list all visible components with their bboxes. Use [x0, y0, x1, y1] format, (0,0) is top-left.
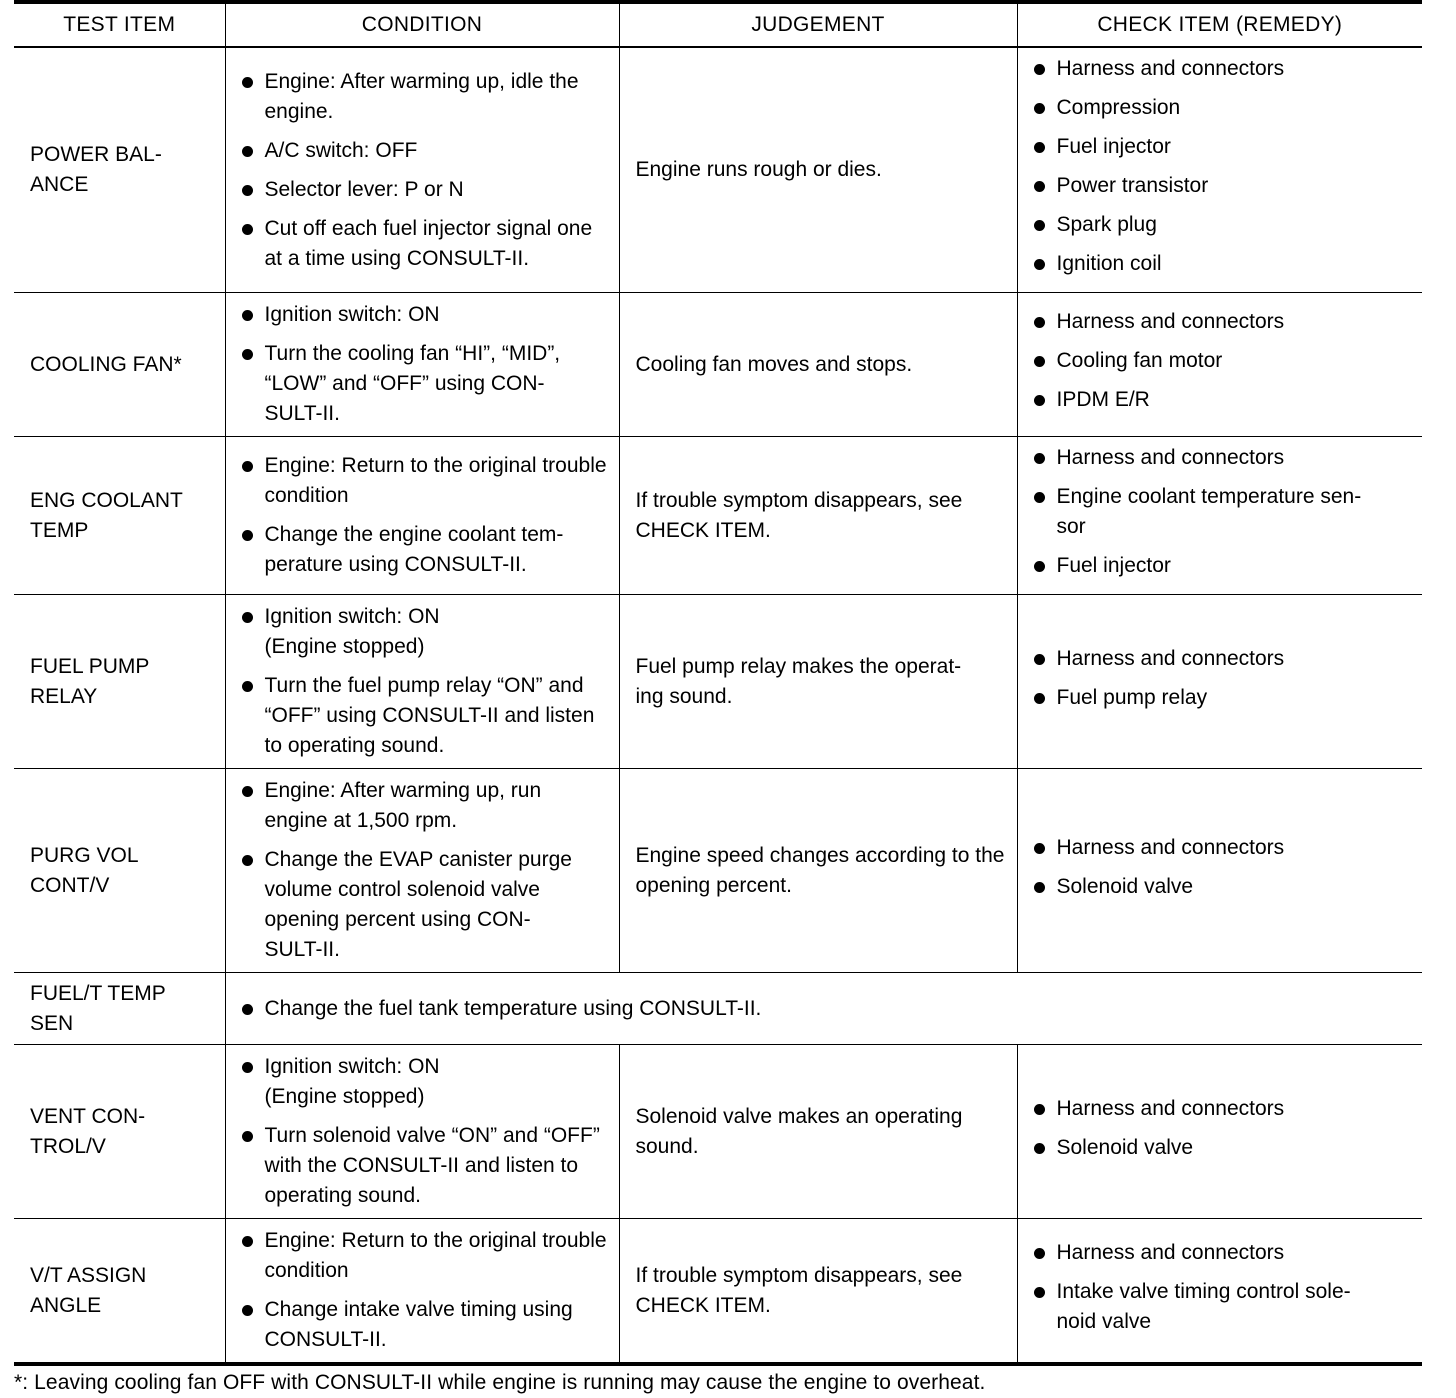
condition-item — [242, 67, 609, 127]
condition-text: Ignition switch: ON — [264, 303, 440, 326]
condition-text: Ignition switch: ON (Engine stopped) — [264, 605, 440, 658]
header-test-item: TEST ITEM — [14, 2, 225, 47]
bullet-icon — [1034, 259, 1045, 270]
bullet-icon — [1034, 561, 1045, 572]
check-text: Power transistor — [1056, 174, 1209, 197]
header-condition: CONDITION — [225, 2, 619, 47]
check-text: Engine coolant temperature sen- sor — [1056, 485, 1362, 538]
header-judgement: JUDGEMENT — [619, 2, 1017, 47]
test-item-cell: V/T ASSIGN ANGLE — [14, 1219, 225, 1365]
condition-list — [242, 67, 609, 274]
test-item-cell: FUEL/T TEMP SEN — [14, 973, 225, 1045]
condition-text: Cut off each fuel injector signal one at a time using CONSULT-II. — [264, 216, 593, 270]
condition-item — [242, 776, 609, 836]
condition-cell — [225, 47, 619, 293]
condition-item — [242, 1052, 609, 1112]
bullet-icon — [1034, 1143, 1045, 1154]
bullet-icon — [1034, 103, 1045, 114]
condition-text: Change the engine coolant tem- perature using CONSULT-II. — [264, 523, 564, 576]
bullet-icon — [1034, 1248, 1045, 1259]
check-item — [1034, 54, 1413, 84]
check-item — [1034, 482, 1413, 542]
header-check-item: CHECK ITEM (REMEDY) — [1017, 2, 1422, 47]
check-text: Fuel pump relay — [1056, 685, 1208, 709]
check-item — [1034, 385, 1413, 415]
table-row — [14, 769, 1422, 973]
bullet-icon — [242, 681, 253, 692]
check-text: Harness and connectors — [1056, 1240, 1285, 1264]
condition-text: Change intake valve timing using CONSULT-II. — [264, 1298, 573, 1351]
check-text: Intake valve timing control sole- noid valve — [1056, 1279, 1351, 1333]
header-row — [14, 2, 1422, 47]
bullet-icon — [1034, 181, 1045, 192]
condition-text: Engine: Return to the original trouble condition — [264, 454, 607, 507]
judgement-cell: Solenoid valve makes an operating sound. — [619, 1045, 1017, 1219]
condition-text: Turn the fuel pump relay “ON” and “OFF” using CONSULT-II and listen to operating sound. — [264, 674, 595, 757]
condition-item — [242, 671, 609, 761]
bullet-icon — [242, 855, 253, 866]
check-item — [1034, 93, 1413, 123]
check-text: Harness and connectors — [1056, 835, 1285, 859]
bullet-icon — [242, 77, 253, 88]
bullet-icon — [1034, 64, 1045, 75]
check-item — [1034, 872, 1413, 902]
check-text: Harness and connectors — [1056, 310, 1285, 333]
condition-list — [242, 602, 609, 761]
check-text: IPDM E/R — [1056, 388, 1150, 411]
bullet-icon — [242, 1236, 253, 1247]
bullet-icon — [1034, 1287, 1045, 1298]
check-item — [1034, 210, 1413, 240]
condition-list — [242, 451, 609, 580]
check-item — [1034, 1094, 1413, 1124]
table-row — [14, 1219, 1422, 1365]
check-list — [1034, 1094, 1413, 1163]
table-row — [14, 1045, 1422, 1219]
bullet-icon — [242, 224, 253, 235]
check-text: Solenoid valve — [1056, 1135, 1194, 1159]
judgement-cell: If trouble symptom disappears, see CHECK ITEM. — [619, 437, 1017, 595]
bullet-icon — [242, 185, 253, 196]
bullet-icon — [242, 530, 253, 541]
check-item — [1034, 1277, 1413, 1337]
condition-cell — [225, 1045, 619, 1219]
check-list — [1034, 1238, 1413, 1337]
bullet-icon — [242, 310, 253, 321]
check-text: Solenoid valve — [1056, 874, 1194, 898]
table-row — [14, 595, 1422, 769]
condition-item — [242, 994, 1413, 1024]
footnote: *: Leaving cooling fan OFF with CONSULT-II while engine is running may cause the engine to overheat. — [14, 1371, 986, 1394]
judgement-cell: Fuel pump relay makes the operat- ing sound. — [619, 595, 1017, 769]
bullet-icon — [242, 461, 253, 472]
check-item — [1034, 132, 1413, 162]
condition-text: Engine: After warming up, idle the engine. — [264, 69, 579, 123]
check-list — [1034, 644, 1413, 713]
check-text: Harness and connectors — [1056, 1096, 1285, 1120]
check-item-cell — [1017, 293, 1422, 437]
condition-item — [242, 845, 609, 965]
bullet-icon — [1034, 654, 1045, 665]
check-item — [1034, 249, 1413, 279]
condition-cell — [225, 769, 619, 973]
condition-list — [242, 300, 609, 429]
check-item-cell — [1017, 595, 1422, 769]
check-text: Fuel injector — [1056, 554, 1171, 577]
check-text: Harness and connectors — [1056, 446, 1285, 469]
condition-text: Engine: Return to the original trouble condition — [264, 1229, 607, 1282]
bullet-icon — [242, 786, 253, 797]
bullet-icon — [1034, 843, 1045, 854]
check-item — [1034, 443, 1413, 473]
check-item-cell — [1017, 769, 1422, 973]
test-item-cell: VENT CON- TROL/V — [14, 1045, 225, 1219]
condition-text: Change the EVAP canister purge volume control solenoid valve opening percent using CON- SULT-II. — [264, 848, 572, 961]
bullet-icon — [242, 146, 253, 157]
check-item — [1034, 307, 1413, 337]
table-row — [14, 293, 1422, 437]
condition-text: Selector lever: P or N — [264, 177, 464, 201]
bullet-icon — [1034, 1104, 1045, 1115]
condition-text: Ignition switch: ON (Engine stopped) — [264, 1055, 440, 1108]
check-text: Ignition coil — [1056, 252, 1162, 275]
test-item-cell: COOLING FAN* — [14, 293, 225, 437]
bullet-icon — [242, 1305, 253, 1316]
condition-item — [242, 451, 609, 511]
condition-item — [242, 1121, 609, 1211]
condition-item — [242, 520, 609, 580]
condition-item — [242, 300, 609, 330]
condition-item — [242, 1295, 609, 1355]
check-text: Fuel injector — [1056, 135, 1171, 158]
condition-cell — [225, 973, 1422, 1045]
check-item — [1034, 171, 1413, 201]
bullet-icon — [242, 612, 253, 623]
check-list — [1034, 54, 1413, 279]
condition-cell — [225, 437, 619, 595]
check-list — [1034, 443, 1413, 581]
table-row — [14, 47, 1422, 293]
check-item — [1034, 551, 1413, 581]
check-item — [1034, 346, 1413, 376]
condition-cell — [225, 595, 619, 769]
check-item — [1034, 1133, 1413, 1163]
test-item-cell: POWER BAL- ANCE — [14, 47, 225, 293]
check-text: Harness and connectors — [1056, 57, 1285, 80]
bullet-icon — [242, 349, 253, 360]
check-text: Cooling fan motor — [1056, 349, 1223, 372]
bullet-icon — [1034, 317, 1045, 328]
table-row — [14, 437, 1422, 595]
bullet-icon — [1034, 142, 1045, 153]
condition-cell — [225, 293, 619, 437]
bullet-icon — [1034, 220, 1045, 231]
condition-list — [242, 1052, 609, 1211]
check-text: Spark plug — [1056, 213, 1157, 236]
table-body — [14, 47, 1422, 1364]
check-item — [1034, 1238, 1413, 1268]
condition-item — [242, 602, 609, 662]
check-item-cell — [1017, 1219, 1422, 1365]
active-test-table — [14, 0, 1422, 1366]
check-item-cell — [1017, 47, 1422, 293]
check-item-cell — [1017, 437, 1422, 595]
bullet-icon — [1034, 356, 1045, 367]
condition-text: Turn the cooling fan “HI”, “MID”, “LOW” and “OFF” using CON- SULT-II. — [264, 342, 561, 425]
check-item — [1034, 833, 1413, 863]
document-page — [14, 0, 1422, 1398]
table-row — [14, 973, 1422, 1045]
condition-item — [242, 175, 609, 205]
test-item-cell: FUEL PUMP RELAY — [14, 595, 225, 769]
condition-list — [242, 1226, 609, 1355]
bullet-icon — [242, 1004, 253, 1015]
test-item-cell: ENG COOLANT TEMP — [14, 437, 225, 595]
bullet-icon — [1034, 453, 1045, 464]
condition-item — [242, 1226, 609, 1286]
check-text: Compression — [1056, 96, 1181, 119]
bullet-icon — [1034, 693, 1045, 704]
bullet-icon — [242, 1062, 253, 1073]
condition-text: Turn solenoid valve “ON” and “OFF” with the CONSULT-II and listen to operating sound. — [264, 1124, 600, 1207]
condition-text: Engine: After warming up, run engine at 1,500 rpm. — [264, 779, 542, 832]
bullet-icon — [1034, 395, 1045, 406]
check-item — [1034, 683, 1413, 713]
bullet-icon — [1034, 492, 1045, 503]
bullet-icon — [242, 1131, 253, 1142]
condition-cell — [225, 1219, 619, 1365]
check-item — [1034, 644, 1413, 674]
check-item-cell — [1017, 1045, 1422, 1219]
bullet-icon — [1034, 882, 1045, 893]
judgement-cell: Cooling fan moves and stops. — [619, 293, 1017, 437]
condition-item — [242, 136, 609, 166]
check-list — [1034, 307, 1413, 415]
judgement-cell: Engine speed changes according to the opening percent. — [619, 769, 1017, 973]
test-item-cell: PURG VOL CONT/V — [14, 769, 225, 973]
judgement-cell: If trouble symptom disappears, see CHECK ITEM. — [619, 1219, 1017, 1365]
check-list — [1034, 833, 1413, 902]
check-text: Harness and connectors — [1056, 646, 1285, 670]
condition-text: Change the fuel tank temperature using CONSULT-II. — [264, 996, 762, 1020]
condition-item — [242, 214, 609, 274]
condition-text: A/C switch: OFF — [264, 138, 418, 162]
condition-list — [242, 776, 609, 965]
condition-item — [242, 339, 609, 429]
judgement-cell: Engine runs rough or dies. — [619, 47, 1017, 293]
condition-list — [242, 994, 1413, 1024]
